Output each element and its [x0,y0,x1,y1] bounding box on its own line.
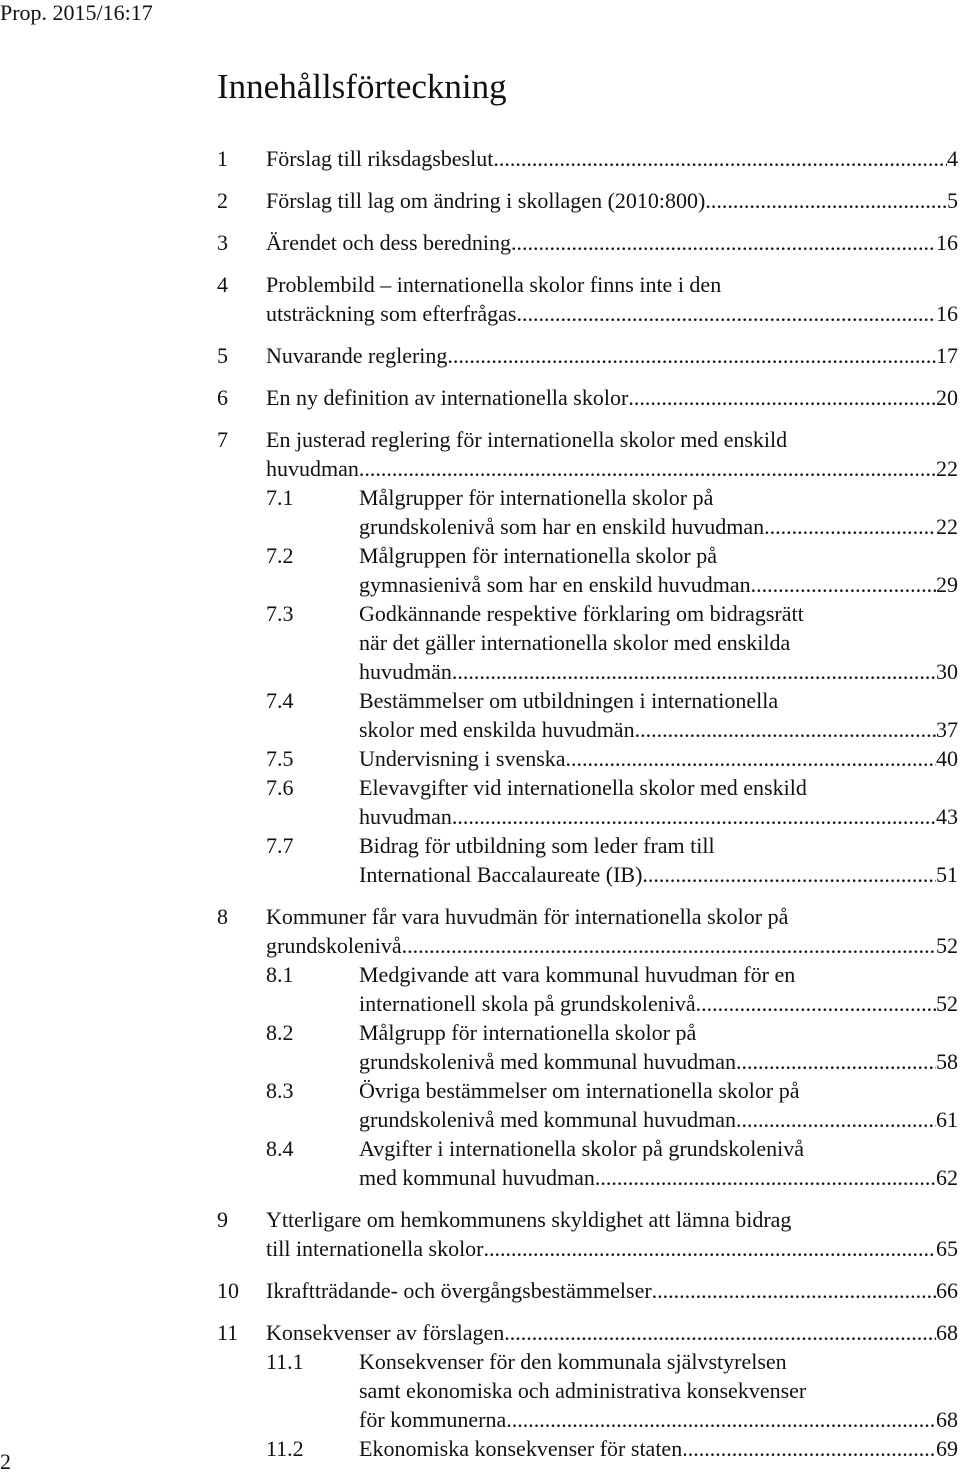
dot-leader [642,860,936,889]
toc-entry-title-line: Ikraftträdande- och övergångsbestämmelser [266,1278,652,1303]
dot-leader [402,931,936,960]
toc-entry-page: 4 [947,146,958,171]
toc-entry-title-line: grundskolenivå med kommunal huvudman [359,1049,736,1074]
dot-leader [493,144,947,173]
toc-entry-title-line: Bidrag för utbildning som leder fram till [359,833,715,858]
toc-entry-title-line: Konsekvenser av förslagen [266,1320,505,1345]
toc-entry-title-line: internationell skola på grundskolenivå [359,991,696,1016]
toc-entry-page: 29 [936,572,958,597]
toc-entry-title-line: Ytterligare om hemkommunens skyldighet att lämna bidrag [266,1207,792,1232]
toc-entry-number: 7.2 [266,543,294,568]
toc-entry-page: 22 [936,456,958,481]
toc-entry-page: 52 [936,933,958,958]
toc-entry-title-line: skolor med enskilda huvudmän [359,717,635,742]
toc-entry[interactable] [217,773,958,831]
toc-entry-title-line: Undervisning i svenska [359,746,566,771]
toc-entry-number: 7.5 [266,746,294,771]
toc-entry-title-line: grundskolenivå [266,933,402,958]
toc-entry-number: 7.4 [266,688,294,713]
toc-entry[interactable] [217,383,958,412]
toc-entry-number: 8.4 [266,1136,294,1161]
page-number: 2 [0,1449,11,1474]
toc-entry-title-line: Kommuner får vara huvudmän för internationella skolor på [266,904,789,929]
dot-leader [359,454,936,483]
toc-entry-number: 11.2 [266,1436,304,1461]
toc-entry[interactable] [217,1134,958,1192]
dot-leader [452,657,936,686]
page-title: Innehållsförteckning [217,67,507,106]
toc-entry-number: 8.2 [266,1020,294,1045]
toc-entry-title-line: grundskolenivå som har en enskild huvudman [359,514,765,539]
toc-entry-title-line: Förslag till lag om ändring i skollagen (2010:800) [266,188,706,213]
toc-entry-page: 16 [936,230,958,255]
toc-entry-title-line: huvudman [266,456,359,481]
dot-leader [506,1405,936,1434]
toc-entry-number: 1 [217,146,228,171]
toc-entry[interactable] [217,1318,958,1347]
toc-entry-number: 8 [217,904,228,929]
toc-entry-page: 30 [936,659,958,684]
toc-entry-page: 43 [936,804,958,829]
dot-leader [511,228,936,257]
toc-entry[interactable] [217,1205,958,1263]
toc-entry-page: 40 [936,746,958,771]
toc-entry-title-line: Konsekvenser för den kommunala självstyrelsen [359,1349,787,1374]
toc-entry[interactable] [217,686,958,744]
toc-entry-page: 68 [936,1407,958,1432]
toc-entry-number: 11.1 [266,1349,304,1374]
dot-leader [705,186,947,215]
toc-entry-number: 10 [217,1278,239,1303]
toc-entry-page: 61 [936,1107,958,1132]
toc-entry-page: 5 [947,188,958,213]
toc-entry-number: 7 [217,427,228,452]
toc-entry-page: 62 [936,1165,958,1190]
toc-entry-title-line: med kommunal huvudman [359,1165,595,1190]
toc-entry-page: 51 [936,862,958,887]
toc-entry-number: 7.1 [266,485,294,510]
toc-entry-number: 7.3 [266,601,294,626]
toc-entry-title-line: Ärendet och dess beredning [266,230,511,255]
toc-entry-title-line: Övriga bestämmelser om internationella skolor på [359,1078,800,1103]
toc-entry-number: 7.7 [266,833,294,858]
toc-entry-title-line: Elevavgifter vid internationella skolor med enskild [359,775,807,800]
toc-entry-number: 2 [217,188,228,213]
toc-entry-number: 6 [217,385,228,410]
toc-entry-page: 17 [936,343,958,368]
toc-entry-title-line: International Baccalaureate (IB) [359,862,643,887]
dot-leader [484,1234,936,1263]
running-header: Prop. 2015/16:17 [0,0,153,25]
toc-entry[interactable] [217,599,958,686]
toc-entry-number: 9 [217,1207,228,1232]
toc-entry-page: 66 [936,1278,958,1303]
dot-leader [635,715,936,744]
dot-leader [751,570,936,599]
dot-leader [628,383,936,412]
toc-entry[interactable] [217,744,958,773]
dot-leader [504,1318,936,1347]
dot-leader [447,341,936,370]
toc-entry[interactable] [217,270,958,328]
toc-entry-number: 7.6 [266,775,294,800]
toc-entry-page: 52 [936,991,958,1016]
toc-entry-number: 4 [217,272,228,297]
toc-entry[interactable] [217,541,958,599]
toc-entry-title-line: samt ekonomiska och administrativa konsekvenser [359,1378,807,1403]
toc-entry[interactable] [217,1076,958,1134]
dot-leader [736,1105,936,1134]
toc-entry-title-line: huvudman [359,804,452,829]
toc-entry[interactable] [217,186,958,215]
toc-entry-page: 22 [936,514,958,539]
toc-entry-title-line: Målgrupp för internationella skolor på [359,1020,697,1045]
toc-entry-title-line: En justerad reglering för internationella skolor med enskild [266,427,788,452]
dot-leader [696,989,936,1018]
toc-entry[interactable] [217,1347,958,1434]
toc-entry-page: 65 [936,1236,958,1261]
toc-entry-title-line: grundskolenivå med kommunal huvudman [359,1107,736,1132]
toc-entry-page: 20 [936,385,958,410]
toc-entry[interactable] [217,831,958,889]
toc-entry-title-line: huvudmän [359,659,452,684]
toc-entry-title-line: En ny definition av internationella skolor [266,385,629,410]
dot-leader [452,802,936,831]
toc-entry[interactable] [217,902,958,960]
dot-leader [566,744,936,773]
toc-entry-title-line: när det gäller internationella skolor med enskilda [359,630,791,655]
toc-entry-title-line: Ekonomiska konsekvenser för staten [359,1436,683,1461]
toc-entry[interactable] [217,1276,958,1305]
toc-entry[interactable] [217,144,958,173]
dot-leader [516,299,936,328]
toc-entry-number: 5 [217,343,228,368]
toc-entry[interactable] [217,1018,958,1076]
toc-entry-page: 69 [936,1436,958,1461]
toc-entry-page: 37 [936,717,958,742]
dot-leader [682,1434,936,1463]
toc-entry-title-line: Medgivande att vara kommunal huvudman för en [359,962,796,987]
toc-entry-title-line: Avgifter i internationella skolor på grundskolenivå [359,1136,804,1161]
toc-entry[interactable] [217,425,958,483]
dot-leader [736,1047,936,1076]
dot-leader [652,1276,936,1305]
toc-entry-title-line: till internationella skolor [266,1236,484,1261]
toc-entry-title-line: Godkännande respektive förklaring om bidragsrätt [359,601,804,626]
toc-entry[interactable] [217,1434,958,1463]
dot-leader [595,1163,936,1192]
toc-entry-page: 68 [936,1320,958,1345]
toc-entry-number: 8.3 [266,1078,294,1103]
toc-entry[interactable] [217,483,958,541]
toc-entry-title-line: Målgrupper för internationella skolor på [359,485,714,510]
toc-entry-number: 11 [217,1320,239,1345]
toc-entry-title-line: för kommunerna [359,1407,507,1432]
toc-entry-title-line: Förslag till riksdagsbeslut [266,146,494,171]
toc-entry-title-line: Målgruppen för internationella skolor på [359,543,718,568]
toc-entry-number: 8.1 [266,962,294,987]
toc-entry-title-line: Bestämmelser om utbildningen i internationella [359,688,779,713]
toc-entry-title-line: gymnasienivå som har en enskild huvudman [359,572,751,597]
table-of-contents [217,144,958,1463]
dot-leader [764,512,936,541]
toc-entry[interactable] [217,228,958,257]
toc-entry-title-line: Nuvarande reglering [266,343,448,368]
toc-entry[interactable] [217,341,958,370]
toc-entry[interactable] [217,960,958,1018]
toc-entry-number: 3 [217,230,228,255]
toc-entry-page: 58 [936,1049,958,1074]
toc-entry-title-line: utsträckning som efterfrågas [266,301,517,326]
toc-entry-page: 16 [936,301,958,326]
toc-entry-title-line: Problembild – internationella skolor finns inte i den [266,272,722,297]
